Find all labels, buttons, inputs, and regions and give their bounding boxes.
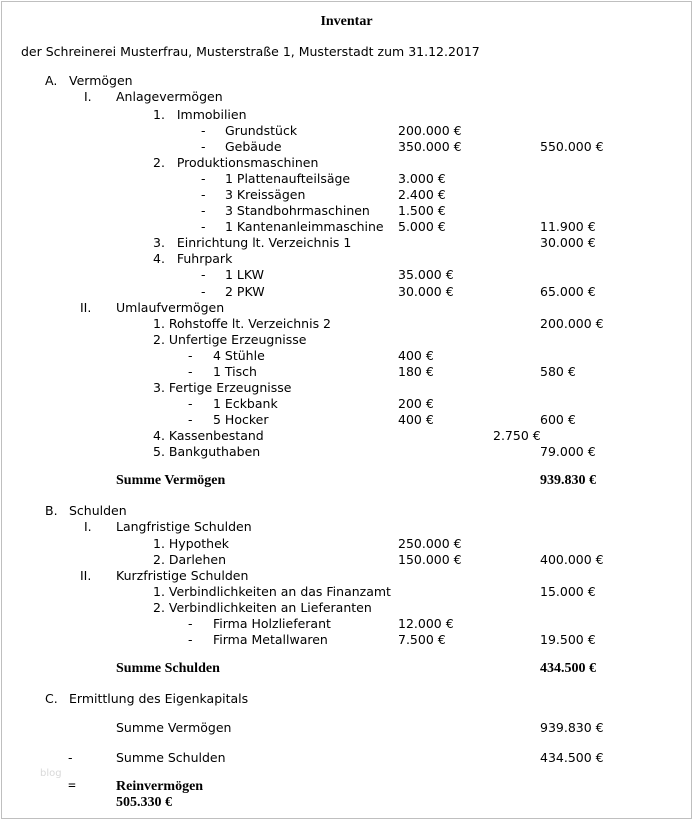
grundstueck-amount: 200.000 € xyxy=(398,123,462,138)
hypothek-label: 1. Hypothek xyxy=(153,536,230,551)
dash: - xyxy=(188,412,193,427)
section-c-label: Ermittlung des Eigenkapitals xyxy=(69,691,249,706)
section-b-ii-label: Kurzfristige Schulden xyxy=(116,568,249,583)
lkw-amount: 35.000 € xyxy=(398,267,454,282)
dash: - xyxy=(188,348,193,363)
section-b-i-label: Langfristige Schulden xyxy=(116,519,252,534)
unfertige-total: 580 € xyxy=(540,364,576,379)
fertige-total: 600 € xyxy=(540,412,576,427)
kreissaegen-amount: 2.400 € xyxy=(398,187,446,202)
produktion-total: 11.900 € xyxy=(540,219,596,234)
stuehle-label: 4 Stühle xyxy=(213,348,265,363)
kasse-label: 4. Kassenbestand xyxy=(153,428,264,443)
dash: - xyxy=(188,616,193,631)
rohstoffe-total: 200.000 € xyxy=(540,316,604,331)
finanzamt-label: 1. Verbindlichkeiten an das Finanzamt xyxy=(153,584,391,599)
dash: - xyxy=(201,187,206,202)
fertige-label: 3. Fertige Erzeugnisse xyxy=(153,380,292,395)
summe-schulden-label: Summe Schulden xyxy=(116,661,220,676)
gebaeude-label: Gebäude xyxy=(225,139,282,154)
darlehen-amount: 150.000 € xyxy=(398,552,462,567)
document-subtitle: der Schreinerei Musterfrau, Musterstraße 1, Musterstadt zum 31.12.2017 xyxy=(21,44,480,59)
bank-label: 5. Bankguthaben xyxy=(153,444,261,459)
summe-schulden-total: 434.500 € xyxy=(540,661,596,676)
reinvermoegen-label: Reinvermögen xyxy=(116,779,204,794)
c-summe-vermoegen-total: 939.830 € xyxy=(540,720,604,735)
section-b-i-num: I. xyxy=(84,519,92,534)
hocker-label: 5 Hocker xyxy=(213,412,269,427)
immobilien-label: 1. Immobilien xyxy=(153,107,247,122)
section-a-ii-num: II. xyxy=(80,300,92,315)
gebaeude-amount: 350.000 € xyxy=(398,139,462,154)
fuhrpark-label: 4. Fuhrpark xyxy=(153,251,233,266)
dash: - xyxy=(201,123,206,138)
rohstoffe-label: 1. Rohstoffe lt. Verzeichnis 2 xyxy=(153,316,332,331)
tisch-label: 1 Tisch xyxy=(213,364,257,379)
dash: - xyxy=(201,267,206,282)
section-a-i-label: Anlagevermögen xyxy=(116,89,223,104)
metallwaren-label: Firma Metallwaren xyxy=(213,632,328,647)
c-summe-schulden-total: 434.500 € xyxy=(540,750,604,765)
section-b-label: Schulden xyxy=(69,503,127,518)
finanzamt-total: 15.000 € xyxy=(540,584,596,599)
pkw-amount: 30.000 € xyxy=(398,284,454,299)
equals-sign: = xyxy=(68,779,76,794)
lieferanten-label: 2. Verbindlichkeiten an Lieferanten xyxy=(153,600,372,615)
langfristig-total: 400.000 € xyxy=(540,552,604,567)
hypothek-amount: 250.000 € xyxy=(398,536,462,551)
section-a-i-num: I. xyxy=(84,89,92,104)
dash: - xyxy=(201,171,206,186)
eckbank-label: 1 Eckbank xyxy=(213,396,278,411)
holzlieferant-label: Firma Holzlieferant xyxy=(213,616,331,631)
einrichtung-total: 30.000 € xyxy=(540,235,596,250)
dash: - xyxy=(201,219,206,234)
dash: - xyxy=(201,203,206,218)
plattenaufteilsaege-label: 1 Plattenaufteilsäge xyxy=(225,171,351,186)
darlehen-label: 2. Darlehen xyxy=(153,552,227,567)
dash: - xyxy=(188,364,193,379)
document-title: Inventar xyxy=(320,14,373,29)
holzlieferant-amount: 12.000 € xyxy=(398,616,454,631)
kasse-amount: 2.750 € xyxy=(493,428,541,443)
tisch-amount: 180 € xyxy=(398,364,434,379)
section-b-ii-num: II. xyxy=(80,568,92,583)
hocker-amount: 400 € xyxy=(398,412,434,427)
grundstueck-label: Grundstück xyxy=(225,123,298,138)
standbohrmaschinen-label: 3 Standbohrmaschinen xyxy=(225,203,370,218)
produktion-label: 2. Produktionsmaschinen xyxy=(153,155,319,170)
dash: - xyxy=(201,139,206,154)
immobilien-total: 550.000 € xyxy=(540,139,604,154)
plattenaufteilsaege-amount: 3.000 € xyxy=(398,171,446,186)
reinvermoegen-total: 505.330 € xyxy=(116,795,172,810)
dash: - xyxy=(201,284,206,299)
stuehle-amount: 400 € xyxy=(398,348,434,363)
section-a-letter: A. xyxy=(45,73,58,88)
fuhrpark-total: 65.000 € xyxy=(540,284,596,299)
kantenanleimmaschine-label: 1 Kantenanleimmaschine xyxy=(225,219,384,234)
einrichtung-label: 3. Einrichtung lt. Verzeichnis 1 xyxy=(153,235,352,250)
lieferanten-total: 19.500 € xyxy=(540,632,596,647)
metallwaren-amount: 7.500 € xyxy=(398,632,446,647)
watermark: blog xyxy=(40,768,62,779)
summe-vermoegen-total: 939.830 € xyxy=(540,473,596,488)
section-c-letter: C. xyxy=(45,691,58,706)
pkw-label: 2 PKW xyxy=(225,284,265,299)
standbohrmaschinen-amount: 1.500 € xyxy=(398,203,446,218)
section-a-label: Vermögen xyxy=(69,73,133,88)
kantenanleimmaschine-amount: 5.000 € xyxy=(398,219,446,234)
section-b-letter: B. xyxy=(45,503,58,518)
dash: - xyxy=(188,396,193,411)
c-summe-vermoegen-label: Summe Vermögen xyxy=(116,720,232,735)
unfertige-label: 2. Unfertige Erzeugnisse xyxy=(153,332,307,347)
summe-vermoegen-label: Summe Vermögen xyxy=(116,473,226,488)
section-a-ii-label: Umlaufvermögen xyxy=(116,300,225,315)
minus-sign: - xyxy=(68,750,73,765)
lkw-label: 1 LKW xyxy=(225,267,265,282)
c-summe-schulden-label: Summe Schulden xyxy=(116,750,226,765)
bank-total: 79.000 € xyxy=(540,444,596,459)
eckbank-amount: 200 € xyxy=(398,396,434,411)
dash: - xyxy=(188,632,193,647)
kreissaegen-label: 3 Kreissägen xyxy=(225,187,306,202)
